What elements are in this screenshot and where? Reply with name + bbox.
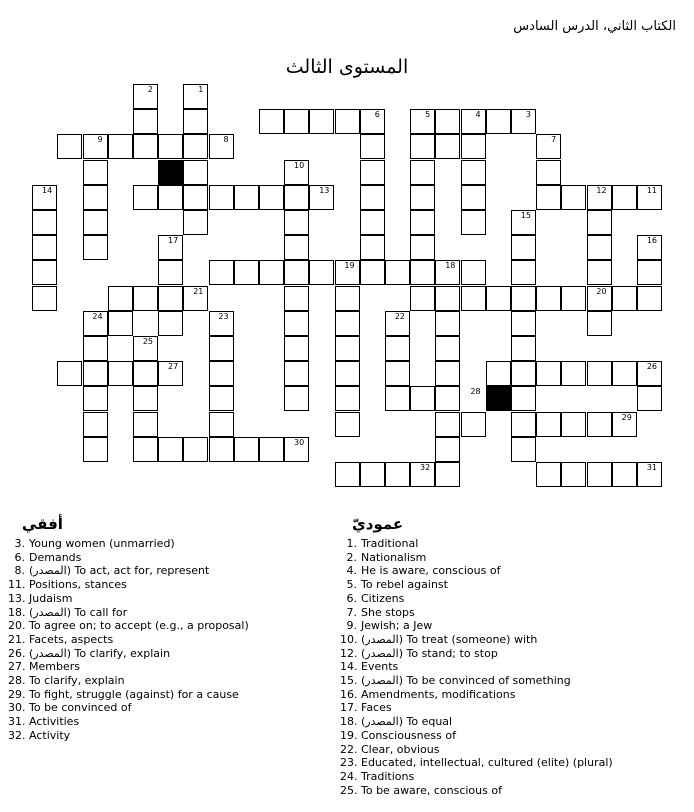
grid-cell[interactable] [83, 412, 108, 437]
grid-cell[interactable] [234, 437, 259, 462]
grid-cell[interactable] [209, 134, 234, 159]
clue-number: 30. [8, 701, 26, 715]
clue-text: Judaism [29, 591, 73, 605]
grid-cell[interactable] [183, 160, 208, 185]
grid-cell[interactable] [612, 361, 637, 386]
clue-number: 15. [340, 674, 358, 688]
clue-text: Traditions [361, 769, 415, 783]
down-clue [340, 688, 613, 702]
grid-cell[interactable] [486, 361, 511, 386]
grid-cell[interactable] [511, 412, 536, 437]
grid-cell[interactable] [83, 235, 108, 260]
down-clue [340, 578, 613, 592]
clue-number: 24. [340, 769, 358, 783]
clue-number: 1. [346, 537, 357, 550]
clue-number: 21. [8, 632, 26, 646]
grid-cell[interactable] [83, 361, 108, 386]
grid-cell[interactable] [435, 311, 460, 336]
grid-cell[interactable] [108, 361, 133, 386]
grid-number: 23 [218, 311, 229, 321]
grid-cell[interactable] [435, 286, 460, 311]
clue-text: To rebel against [361, 578, 448, 592]
clue-number: 6. [346, 591, 357, 605]
down-clue [340, 715, 613, 729]
clue-number: 12. [340, 646, 358, 660]
grid-cell[interactable] [133, 361, 158, 386]
down-clue [340, 606, 613, 620]
grid-cell[interactable] [536, 160, 561, 185]
clue-text: (المصدر) To treat (someone) with [361, 632, 538, 646]
grid-number: 28 [470, 387, 481, 397]
grid-block-cell [486, 386, 511, 411]
grid-cell[interactable] [461, 160, 486, 185]
grid-number: 27 [168, 362, 179, 372]
grid-number: 10 [294, 160, 305, 170]
grid-number: 26 [646, 362, 657, 372]
clue-number: 22. [340, 742, 358, 756]
grid-cell[interactable] [612, 462, 637, 487]
down-clue [340, 592, 613, 606]
grid-cell[interactable] [32, 260, 57, 285]
down-clue [340, 564, 613, 578]
grid-cell[interactable] [536, 134, 561, 159]
grid-cell[interactable] [259, 185, 284, 210]
grid-cell[interactable] [612, 286, 637, 311]
grid-cell[interactable] [133, 386, 158, 411]
grid-cell[interactable] [335, 361, 360, 386]
grid-cell[interactable] [259, 260, 284, 285]
grid-cell[interactable] [284, 336, 309, 361]
across-clue [8, 647, 249, 661]
grid-cell[interactable] [234, 185, 259, 210]
grid-cell[interactable] [284, 386, 309, 411]
grid-cell[interactable] [435, 134, 460, 159]
grid-cell[interactable] [284, 109, 309, 134]
clue-text: Traditional [361, 537, 419, 550]
grid-cell[interactable] [435, 462, 460, 487]
grid-cell[interactable] [435, 109, 460, 134]
clue-text: To fight, struggle (against) for a cause [29, 687, 239, 701]
clue-text: Consciousness of [361, 728, 456, 742]
grid-cell[interactable] [435, 336, 460, 361]
grid-cell[interactable] [385, 260, 410, 285]
grid-cell[interactable] [561, 286, 586, 311]
grid-number: 30 [294, 437, 305, 447]
grid-number: 11 [646, 185, 657, 195]
grid-cell[interactable] [335, 386, 360, 411]
clue-number: 4. [346, 564, 357, 578]
across-clue-list [8, 537, 249, 743]
grid-number: 18 [445, 261, 456, 271]
down-clue [340, 674, 613, 688]
grid-cell[interactable] [183, 134, 208, 159]
grid-cell[interactable] [360, 260, 385, 285]
grid-cell[interactable] [83, 185, 108, 210]
grid-number: 21 [193, 286, 204, 296]
grid-cell[interactable] [360, 134, 385, 159]
grid-cell[interactable] [209, 185, 234, 210]
grid-number: 6 [374, 110, 380, 120]
clue-text: She stops [361, 605, 415, 619]
grid-cell[interactable] [158, 311, 183, 336]
grid-cell[interactable] [410, 160, 435, 185]
grid-cell[interactable] [83, 134, 108, 159]
grid-cell[interactable] [385, 361, 410, 386]
grid-number: 17 [168, 236, 179, 246]
clue-text: Events [361, 660, 399, 674]
across-clue [8, 578, 249, 592]
grid-cell[interactable] [461, 109, 486, 134]
clue-text: (المصدر) To act, act for, represent [29, 564, 210, 578]
grid-cell[interactable] [511, 235, 536, 260]
grid-number: 7 [551, 135, 557, 145]
grid-block-cell [158, 160, 183, 185]
grid-number: 14 [42, 185, 53, 195]
clue-text: (المصدر) To call for [29, 605, 128, 619]
grid-cell[interactable] [486, 286, 511, 311]
across-clue [8, 674, 249, 688]
grid-cell[interactable] [511, 109, 536, 134]
grid-cell[interactable] [133, 134, 158, 159]
grid-cell[interactable] [234, 260, 259, 285]
grid-number: 12 [596, 185, 607, 195]
grid-cell[interactable] [209, 336, 234, 361]
grid-cell[interactable] [209, 437, 234, 462]
across-heading: أفقي [22, 515, 63, 533]
grid-cell[interactable] [360, 235, 385, 260]
grid-number: 4 [475, 110, 481, 120]
clue-number: 8. [14, 564, 25, 578]
grid-number: 29 [621, 412, 632, 422]
grid-cell[interactable] [410, 185, 435, 210]
grid-cell[interactable] [561, 361, 586, 386]
clue-number: 5. [346, 578, 357, 592]
grid-cell[interactable] [259, 437, 284, 462]
clue-text: To be aware, conscious of [361, 783, 502, 797]
grid-cell[interactable] [410, 386, 435, 411]
grid-cell[interactable] [511, 336, 536, 361]
grid-cell[interactable] [284, 311, 309, 336]
grid-cell[interactable] [158, 437, 183, 462]
clue-number: 3. [14, 537, 25, 550]
grid-cell[interactable] [511, 260, 536, 285]
clue-number: 10. [340, 632, 358, 646]
clue-number: 16. [340, 687, 358, 701]
down-clue [340, 537, 613, 551]
across-clue [8, 715, 249, 729]
grid-cell[interactable] [209, 386, 234, 411]
grid-cell[interactable] [385, 462, 410, 487]
grid-number: 24 [92, 311, 103, 321]
down-clue [340, 633, 613, 647]
grid-cell[interactable] [259, 109, 284, 134]
grid-cell[interactable] [461, 210, 486, 235]
grid-cell[interactable] [536, 462, 561, 487]
across-clue [8, 660, 249, 674]
clue-number: 27. [8, 660, 26, 674]
clue-number: 19. [340, 728, 358, 742]
clue-number: 14. [340, 660, 358, 674]
grid-cell[interactable] [57, 361, 82, 386]
grid-cell[interactable] [461, 412, 486, 437]
clue-number: 6. [14, 550, 25, 564]
clue-text: (المصدر) To stand; to stop [361, 646, 498, 660]
clue-number: 25. [340, 783, 358, 797]
grid-cell[interactable] [561, 185, 586, 210]
grid-cell[interactable] [461, 185, 486, 210]
clue-text: (المصدر) To equal [361, 715, 453, 729]
grid-number: 32 [420, 463, 431, 472]
grid-cell[interactable] [133, 412, 158, 437]
grid-cell[interactable] [108, 311, 133, 336]
grid-number: 31 [646, 463, 657, 472]
grid-cell[interactable] [435, 412, 460, 437]
clue-number: 2. [346, 550, 357, 564]
grid-cell[interactable] [511, 386, 536, 411]
grid-cell[interactable] [561, 462, 586, 487]
clue-number: 29. [8, 687, 26, 701]
down-clue [340, 784, 613, 798]
grid-cell[interactable] [410, 134, 435, 159]
grid-cell[interactable] [83, 437, 108, 462]
across-clue [8, 564, 249, 578]
grid-cell[interactable] [360, 185, 385, 210]
grid-number: 5 [425, 110, 431, 120]
grid-number: 2 [147, 85, 153, 94]
grid-cell[interactable] [183, 185, 208, 210]
grid-cell[interactable] [435, 437, 460, 462]
grid-cell[interactable] [108, 134, 133, 159]
clue-number: 18. [340, 715, 358, 729]
down-clue [340, 619, 613, 633]
grid-cell[interactable] [209, 260, 234, 285]
clue-text: Members [29, 660, 80, 674]
grid-cell[interactable] [309, 260, 334, 285]
clue-number: 23. [340, 756, 358, 770]
grid-cell[interactable] [32, 210, 57, 235]
down-clue [340, 551, 613, 565]
down-clue [340, 756, 613, 770]
across-clue [8, 701, 249, 715]
clue-number: 17. [340, 701, 358, 715]
grid-cell[interactable] [587, 412, 612, 437]
grid-cell[interactable] [461, 286, 486, 311]
across-clue [8, 537, 249, 551]
clue-text: Positions, stances [29, 578, 127, 592]
down-clue [340, 660, 613, 674]
down-clue [340, 729, 613, 743]
grid-cell[interactable] [133, 286, 158, 311]
book-lesson-header: الكتاب الثاني، الدرس السادس [513, 19, 676, 34]
grid-cell[interactable] [410, 286, 435, 311]
clue-number: 20. [8, 619, 26, 633]
grid-cell[interactable] [461, 260, 486, 285]
grid-cell[interactable] [536, 185, 561, 210]
grid-cell[interactable] [511, 311, 536, 336]
clue-text: Demands [29, 550, 82, 564]
grid-cell[interactable] [360, 462, 385, 487]
grid-cell[interactable] [335, 286, 360, 311]
grid-number: 25 [142, 337, 153, 346]
grid-cell[interactable] [587, 311, 612, 336]
clue-text: To clarify, explain [29, 674, 125, 688]
grid-cell[interactable] [183, 210, 208, 235]
grid-cell[interactable] [410, 235, 435, 260]
grid-cell[interactable] [133, 84, 158, 109]
clue-number: 28. [8, 674, 26, 688]
grid-cell[interactable] [360, 109, 385, 134]
clue-text: Faces [361, 701, 392, 715]
clue-text: Jewish; a Jew [361, 619, 433, 633]
grid-cell[interactable] [410, 260, 435, 285]
across-clue [8, 606, 249, 620]
page-title: المستوى الثالث [285, 56, 409, 78]
grid-cell[interactable] [385, 336, 410, 361]
grid-cell[interactable] [133, 109, 158, 134]
grid-cell[interactable] [511, 437, 536, 462]
grid-cell[interactable] [561, 412, 586, 437]
clue-text: Activity [29, 728, 71, 742]
grid-cell[interactable] [158, 260, 183, 285]
grid-cell[interactable] [587, 235, 612, 260]
grid-cell[interactable] [83, 336, 108, 361]
grid-cell[interactable] [284, 185, 309, 210]
clue-text: Educated, intellectual, cultured (elite) (plural) [361, 756, 613, 770]
down-clue [340, 770, 613, 784]
clue-text: Amendments, modifications [361, 687, 516, 701]
grid-number: 13 [319, 185, 330, 195]
across-clue [8, 551, 249, 565]
grid-cell[interactable] [209, 412, 234, 437]
grid-cell[interactable] [32, 286, 57, 311]
grid-cell[interactable] [183, 109, 208, 134]
grid-cell[interactable] [158, 134, 183, 159]
grid-number: 15 [520, 211, 531, 220]
grid-cell[interactable] [284, 260, 309, 285]
down-clue [340, 647, 613, 661]
clue-number: 13. [8, 591, 26, 605]
across-clue [8, 633, 249, 647]
grid-cell[interactable] [511, 361, 536, 386]
grid-number: 3 [525, 110, 531, 120]
grid-cell[interactable] [183, 437, 208, 462]
across-clue [8, 619, 249, 633]
grid-cell[interactable] [158, 286, 183, 311]
down-clue [340, 743, 613, 757]
grid-cell[interactable] [536, 361, 561, 386]
clue-text: (المصدر) To be convinced of something [361, 674, 571, 688]
grid-cell[interactable] [335, 336, 360, 361]
grid-cell[interactable] [83, 386, 108, 411]
grid-cell[interactable] [83, 160, 108, 185]
grid-cell[interactable] [536, 412, 561, 437]
clue-number: 26. [8, 646, 26, 660]
grid-cell[interactable] [133, 437, 158, 462]
grid-cell[interactable] [435, 361, 460, 386]
grid-cell[interactable] [410, 210, 435, 235]
down-heading: عموديّ [352, 515, 404, 533]
clue-number: 31. [8, 715, 26, 729]
clue-text: (المصدر) To clarify, explain [29, 646, 171, 660]
grid-cell[interactable] [536, 286, 561, 311]
clue-number: 9. [346, 619, 357, 633]
grid-number: 22 [394, 311, 405, 321]
clue-number: 7. [346, 605, 357, 619]
across-clue [8, 592, 249, 606]
grid-cell[interactable] [612, 185, 637, 210]
across-clue [8, 688, 249, 702]
grid-number: 1 [198, 85, 204, 94]
clue-text: Clear, obvious [361, 742, 440, 756]
grid-cell[interactable] [83, 210, 108, 235]
grid-cell[interactable] [486, 109, 511, 134]
clue-number: 18. [8, 605, 26, 619]
grid-cell[interactable] [587, 260, 612, 285]
grid-cell[interactable] [284, 286, 309, 311]
clue-text: Facets, aspects [29, 632, 114, 646]
grid-cell[interactable] [284, 361, 309, 386]
grid-cell[interactable] [385, 386, 410, 411]
grid-cell[interactable] [587, 361, 612, 386]
clue-text: To be convinced of [29, 701, 132, 715]
grid-cell[interactable] [587, 462, 612, 487]
grid-cell[interactable] [637, 386, 662, 411]
clue-text: Activities [29, 715, 80, 729]
grid-cell[interactable] [32, 235, 57, 260]
grid-cell[interactable] [158, 185, 183, 210]
grid-cell[interactable] [183, 84, 208, 109]
grid-cell[interactable] [435, 386, 460, 411]
across-clue [8, 729, 249, 743]
grid-cell[interactable] [360, 160, 385, 185]
grid-cell[interactable] [309, 109, 334, 134]
grid-number: 19 [344, 261, 355, 271]
grid-cell[interactable] [209, 361, 234, 386]
grid-cell[interactable] [335, 462, 360, 487]
clue-text: He is aware, conscious of [361, 564, 501, 578]
grid-cell[interactable] [511, 286, 536, 311]
clue-number: 11. [8, 578, 26, 592]
grid-number: 8 [223, 135, 229, 145]
grid-cell[interactable] [335, 311, 360, 336]
grid-cell[interactable] [637, 260, 662, 285]
grid-number: 16 [646, 236, 657, 246]
grid-number: 9 [97, 135, 103, 145]
grid-cell[interactable] [108, 286, 133, 311]
down-clue [340, 701, 613, 715]
clue-text: Citizens [361, 591, 405, 605]
grid-cell[interactable] [284, 210, 309, 235]
grid-cell[interactable] [637, 286, 662, 311]
down-clue-list [340, 537, 613, 797]
clue-text: Nationalism [361, 550, 427, 564]
clue-text: Young women (unmarried) [29, 537, 175, 550]
clue-text: To agree on; to accept (e.g., a proposal) [29, 619, 249, 633]
grid-cell[interactable] [335, 412, 360, 437]
grid-cell[interactable] [133, 185, 158, 210]
grid-cell[interactable] [335, 109, 360, 134]
grid-cell[interactable] [57, 134, 82, 159]
grid-cell[interactable] [461, 134, 486, 159]
grid-cell[interactable] [360, 210, 385, 235]
grid-cell[interactable] [410, 109, 435, 134]
grid-number: 20 [596, 286, 607, 296]
grid-cell[interactable] [587, 210, 612, 235]
clue-number: 32. [8, 728, 26, 742]
grid-cell[interactable] [284, 235, 309, 260]
